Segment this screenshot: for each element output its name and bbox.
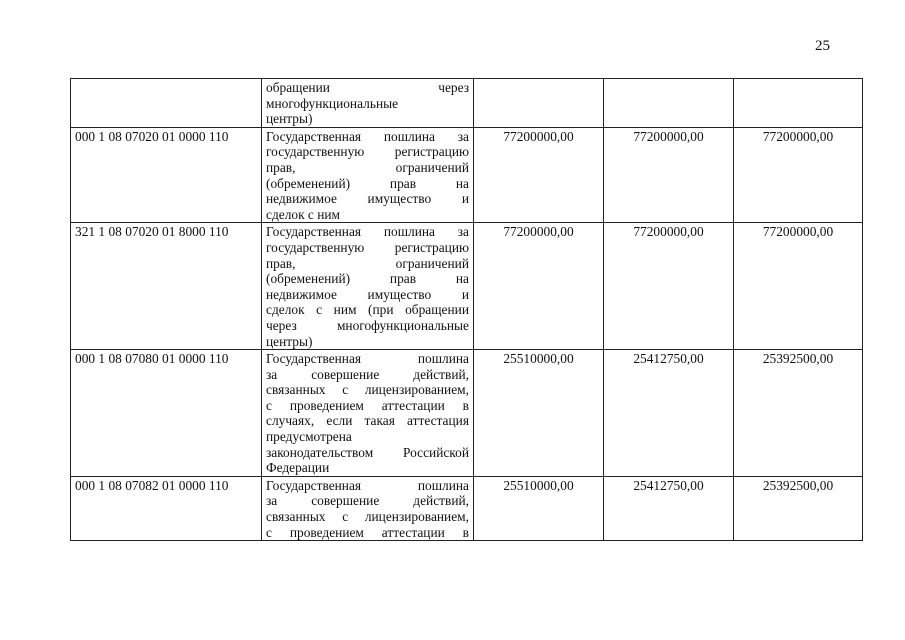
- amount-year3-cell: 25392500,00: [734, 350, 863, 477]
- amount-year2-cell: 25412750,00: [604, 350, 734, 477]
- revenue-name-line: через многофункциональные: [266, 317, 469, 333]
- table-row: [71, 79, 863, 128]
- revenue-name-line: Государственная пошлина за: [266, 224, 469, 240]
- budget-code-cell: 000 1 08 07080 01 0000 110: [71, 350, 262, 477]
- revenue-name-cell: [262, 79, 474, 128]
- revenue-name-line: (обременений) прав на: [266, 271, 469, 287]
- amount-year3-cell: 77200000,00: [734, 127, 863, 223]
- revenue-name-line: центры): [266, 333, 313, 349]
- revenue-name-line: законодательством Российской: [266, 444, 469, 460]
- revenue-name-line: (обременений) прав на: [266, 175, 469, 191]
- revenue-name-line: связанных с лицензированием,: [266, 382, 469, 398]
- revenue-name-line: случаях, если такая аттестация: [266, 413, 469, 429]
- revenue-name-cell: [262, 350, 474, 477]
- revenue-name-cell: [262, 476, 474, 540]
- budget-code-cell: 321 1 08 07020 01 8000 110: [71, 223, 262, 350]
- revenue-table: [70, 78, 863, 541]
- budget-code-cell: 000 1 08 07082 01 0000 110: [71, 476, 262, 540]
- page-number: 25: [815, 38, 830, 54]
- revenue-name-line: многофункциональные: [266, 95, 399, 111]
- table-row: [71, 223, 863, 350]
- revenue-name-line: Государственная пошлина за: [266, 128, 469, 144]
- revenue-name-line: государственную регистрацию: [266, 239, 469, 255]
- revenue-name-line: Федерации: [266, 460, 330, 476]
- amount-year3-cell: 25392500,00: [734, 476, 863, 540]
- amount-year2-cell: 25412750,00: [604, 476, 734, 540]
- amount-year3-cell: 77200000,00: [734, 223, 863, 350]
- amount-year1-cell: [474, 79, 604, 128]
- revenue-name-line: Государственная пошлина: [266, 477, 469, 493]
- revenue-name-line: обращении через: [266, 80, 469, 95]
- revenue-name-cell: [262, 223, 474, 350]
- revenue-name-line: Государственная пошлина: [266, 351, 469, 367]
- revenue-name-line: за совершение действий,: [266, 493, 469, 509]
- revenue-name-line: сделок с ним (при обращении: [266, 302, 469, 318]
- amount-year1-cell: 77200000,00: [474, 223, 604, 350]
- revenue-name-line: прав, ограничений: [266, 159, 469, 175]
- amount-year2-cell: 77200000,00: [604, 127, 734, 223]
- revenue-name-line: с проведением аттестации в: [266, 524, 469, 540]
- budget-code-cell: [71, 79, 262, 128]
- amount-year1-cell: 77200000,00: [474, 127, 604, 223]
- amount-year2-cell: 77200000,00: [604, 223, 734, 350]
- revenue-name-line: прав, ограничений: [266, 255, 469, 271]
- amount-year3-cell: [734, 79, 863, 128]
- revenue-name-line: центры): [266, 111, 313, 127]
- amount-year1-cell: 25510000,00: [474, 350, 604, 477]
- revenue-name-line: сделок с ним: [266, 206, 341, 222]
- revenue-name-line: предусмотрена: [266, 429, 352, 445]
- revenue-name-line: недвижимое имущество и: [266, 191, 469, 207]
- table-row: [71, 476, 863, 540]
- budget-code-cell: 000 1 08 07020 01 0000 110: [71, 127, 262, 223]
- revenue-name-line: государственную регистрацию: [266, 144, 469, 160]
- amount-year2-cell: [604, 79, 734, 128]
- table-row: [71, 127, 863, 223]
- revenue-name-line: недвижимое имущество и: [266, 286, 469, 302]
- table-row: [71, 350, 863, 477]
- revenue-name-line: с проведением аттестации в: [266, 397, 469, 413]
- amount-year1-cell: 25510000,00: [474, 476, 604, 540]
- revenue-name-line: за совершение действий,: [266, 366, 469, 382]
- revenue-name-line: связанных с лицензированием,: [266, 509, 469, 525]
- revenue-name-cell: [262, 127, 474, 223]
